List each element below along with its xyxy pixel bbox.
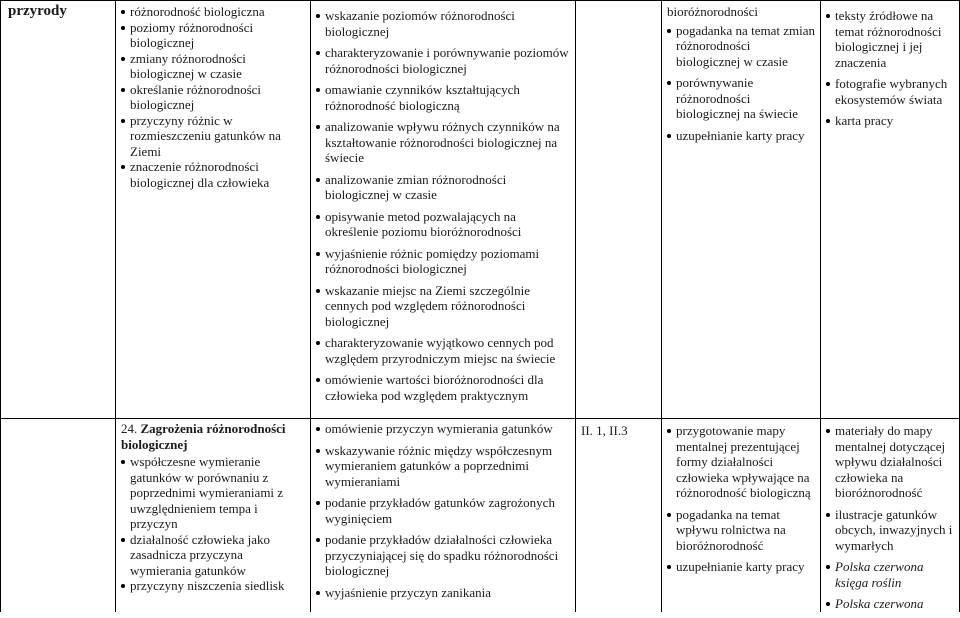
learning-outcomes-bottom: [316, 421, 570, 606]
list-item: znaczenie różnorodności biologicznej dla człowieka: [121, 159, 303, 190]
grid-border-left: [0, 0, 1, 612]
list-item: poziomy różnorodności biologicznej: [121, 20, 303, 51]
teaching-aids-bottom: [826, 423, 956, 618]
list-item: pogadanka na temat zmian różnorodności biologicznej w czasie: [667, 23, 817, 70]
teaching-aids-top: [826, 8, 956, 135]
list-item: różnorodność biologiczna: [121, 4, 303, 20]
list-item: fotografie wybranych ekosystemów świata: [826, 76, 956, 107]
list-item: omówienie przyczyn wymierania gatunków: [316, 421, 570, 437]
topic-number: 24.: [121, 421, 138, 436]
list-item: materiały do mapy mentalnej dotyczącej wpływu działalności człowieka na bioróżnorodność: [826, 423, 956, 501]
teaching-methods-bottom: [667, 423, 817, 581]
grid-col-divider-3: [575, 0, 576, 612]
grid-col-divider-4: [661, 0, 662, 612]
list-item: uzupełnianie karty pracy: [667, 559, 817, 575]
list-item: wskazanie miejsc na Ziemi szczególnie cennych pod względem różnorodności biologicznej: [316, 283, 570, 330]
list-item: analizowanie wpływu różnych czynników na kształtowanie różnorodności biologicznej na świecie: [316, 119, 570, 166]
content-topics-bottom: [121, 421, 303, 594]
list-item: podanie przykładów działalności człowieka przyczyniającej się do spadku różnorodności biologicznej: [316, 532, 570, 579]
list-item: porównywanie różnorodności biologicznej na świecie: [667, 75, 817, 122]
list-item: współczesne wymieranie gatunków w porównaniu z poprzednimi wymieraniami z uwzględnieniem tempa i przyczyn: [121, 454, 303, 532]
grid-col-divider-2: [310, 0, 311, 612]
teaching-methods-top: [667, 4, 817, 149]
list-item: Polska czerwona: [826, 596, 956, 612]
list-item: pogadanka na temat wpływu rolnictwa na bioróżnorodność: [667, 507, 817, 554]
list-item: Polska czerwona księga roślin: [826, 559, 956, 590]
list-item: charakteryzowanie i porównywanie poziomów różnorodności biologicznej: [316, 45, 570, 76]
list-item: wskazanie poziomów różnorodności biologicznej: [316, 8, 570, 39]
subject-label: przyrody: [8, 3, 67, 19]
continued-text: bioróżnorodności: [667, 4, 758, 19]
topic-title: Zagrożenia różnorodności biologicznej: [121, 421, 286, 452]
grid-col-divider-5: [820, 0, 821, 612]
content-topics-top: [121, 4, 303, 190]
curriculum-reference: II. 1, II.3: [581, 423, 628, 438]
topic-heading: [121, 421, 303, 452]
list-item: przyczyny różnic w rozmieszczeniu gatunków na Ziemi: [121, 113, 303, 160]
list-item: przygotowanie mapy mentalnej prezentującej formy działalności człowieka wpływające na różnorodność biologiczną: [667, 423, 817, 501]
list-item: działalność człowieka jako zasadnicza przyczyna wymierania gatunków: [121, 532, 303, 579]
list-item: omawianie czynników kształtujących różnorodność biologiczną: [316, 82, 570, 113]
list-item: podanie przykładów gatunków zagrożonych wyginięciem: [316, 495, 570, 526]
list-item: opisywanie metod pozwalających na określenie poziomu bioróżnorodności: [316, 209, 570, 240]
grid-col-divider-1: [115, 0, 116, 612]
learning-outcomes-top: [316, 8, 570, 409]
list-item: uzupełnianie karty pracy: [667, 128, 817, 144]
list-item: charakteryzowanie wyjątkowo cennych pod względem przyrodniczym miejsc na świecie: [316, 335, 570, 366]
list-item: omówienie wartości bioróżnorodności dla człowieka pod względem praktycznym: [316, 372, 570, 403]
grid-row-divider: [0, 418, 960, 419]
list-item: określanie różnorodności biologicznej: [121, 82, 303, 113]
list-item: ilustracje gatunków obcych, inwazyjnych i wymarłych: [826, 507, 956, 554]
list-item: wyjaśnienie różnic pomiędzy poziomami różnorodności biologicznej: [316, 246, 570, 277]
list-item: wyjaśnienie przyczyn zanikania: [316, 585, 570, 601]
grid-border-top: [0, 0, 960, 1]
list-item: karta pracy: [826, 113, 956, 129]
list-item: przyczyny niszczenia siedlisk: [121, 578, 303, 594]
list-item: wskazywanie różnic między współczesnym wymieraniem gatunków a poprzednimi wymieraniami: [316, 443, 570, 490]
list-item: analizowanie zmian różnorodności biologicznej w czasie: [316, 172, 570, 203]
list-item: zmiany różnorodności biologicznej w czasie: [121, 51, 303, 82]
list-item: teksty źródłowe na temat różnorodności biologicznej i jej znaczenia: [826, 8, 956, 70]
